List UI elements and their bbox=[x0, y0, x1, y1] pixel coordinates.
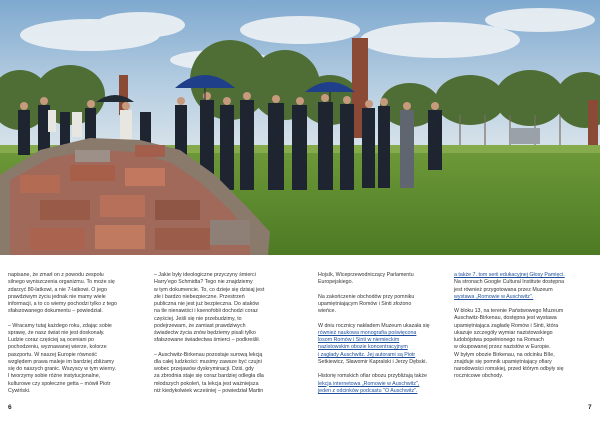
text-line: Europejskiego. bbox=[318, 279, 354, 286]
text-line: młodszych pokoleń, ta lekcja jest ważniejsza bbox=[154, 380, 259, 387]
text-line: świadectw życia znów będziemy pisali tylko bbox=[154, 330, 256, 336]
page-number-left: 6 bbox=[8, 404, 12, 411]
text-line: na tle nienawiści i ksenofobii dochodzi coraz bbox=[154, 308, 258, 315]
text-line: jest również przygotowana przez Muzeum bbox=[454, 286, 553, 293]
text-line: częściej. Jeśli się nie przebudzimy, to bbox=[154, 315, 242, 322]
text-line: informacji, a to co wiemy pochodzi tylko z tego bbox=[8, 301, 117, 307]
text-line: w okupowanej przez nazistów w Europie. bbox=[454, 344, 551, 351]
text-line: podejrzewam, że zamiast prawdziwych bbox=[154, 322, 246, 329]
text-line: sfałszowanego dokumentu – powiedział. bbox=[8, 308, 103, 315]
exhibition-link-line[interactable]: wystawa „Romowie w Auschwitz". bbox=[454, 293, 534, 300]
text-line: kulturowe czy społeczne getta – mówił Piotr bbox=[8, 380, 111, 387]
paragraph bbox=[318, 323, 453, 367]
text-line: paszportu. W naszej Europie równość bbox=[8, 351, 97, 358]
glosy-pamieci-link-line[interactable]: a także 7. tom serii edukacyjnej Głosy Pamięci. bbox=[454, 272, 565, 278]
monograph-link-line[interactable]: i zagłady Auschwitz. Jej autorami są Piotr bbox=[318, 351, 416, 358]
text-column-2 bbox=[154, 272, 289, 395]
paragraph bbox=[318, 373, 453, 395]
text-line: się do naszych granic. Wszyscy w tym wierny. bbox=[8, 366, 116, 373]
text-line: – Wracamy tutaj każdego roku, zdając sobie bbox=[8, 322, 112, 329]
text-line: w tym dokumencie. To, co dzieje się dzisiaj jest bbox=[154, 286, 265, 293]
text-line: wobec przejawów dyskryminacji. Dziś, gdy bbox=[154, 366, 254, 373]
text-line: W bloku 13, na terenie Państwowego Muzeum bbox=[454, 308, 564, 315]
text-line: za zbrodnia staje się coraz bardziej odległa dla bbox=[154, 373, 264, 380]
text-line: narodowości romskiej, przed którym odbyły się bbox=[454, 366, 564, 373]
text-line: Auschwitz-Birkenau, dostępna jest wystawa bbox=[454, 315, 557, 322]
paragraph bbox=[8, 272, 143, 316]
text-line: Harry'ego Schmidta? Tego nie znajdziemy bbox=[154, 279, 253, 286]
text-line: napisane, że zmarł on z powodu zespołu bbox=[8, 272, 104, 278]
text-line: upamiętniającym Romów i Sinti złożono bbox=[318, 300, 412, 307]
text-column-4 bbox=[454, 272, 589, 381]
text-line: Cywiński. bbox=[8, 387, 31, 394]
text-line: Hojsík, Wiceprzewodniczący Parlamentu bbox=[318, 272, 414, 278]
text-line: Na stronach Google Cultural Institute dostępna bbox=[454, 279, 565, 286]
text-line: W byłym obozie Birkenau, na odcinku BIIe, bbox=[454, 351, 555, 358]
paragraph bbox=[154, 352, 289, 396]
paragraph bbox=[8, 323, 143, 396]
text-line: znajduje się pomnik upamiętniający ofiary bbox=[454, 358, 552, 365]
text-line: Setkiewicz, Sławomir Kapralski i Jerzy Dębski. bbox=[318, 358, 427, 365]
text-line: W dniu rocznicy nakładem Muzeum ukazała się bbox=[318, 322, 430, 329]
monograph-link-line[interactable]: nazistowskim obozie koncentracyjnym bbox=[318, 344, 408, 351]
paragraph bbox=[318, 294, 453, 316]
text-line: rocznicowe obchody. bbox=[454, 373, 504, 380]
monograph-link-line[interactable]: losom Romów i Sinti w niemieckim bbox=[318, 337, 400, 344]
text-line: I tworzymy sobie różne instytucjonalne, bbox=[8, 373, 101, 380]
text-line: Ludzie coraz częściej są oceniani po bbox=[8, 337, 94, 344]
text-line: zdarzyć 80-latkowi, a nie 7-latkowi. O jego bbox=[8, 286, 107, 293]
paragraph bbox=[454, 272, 589, 301]
text-line: względem prawa maleje im bardziej zbliżamy bbox=[8, 358, 114, 365]
text-line: – Auschwitz-Birkenau pozostaje surową lekcją bbox=[154, 351, 263, 358]
monograph-link-line[interactable]: również naukowa monografia poświęcona bbox=[318, 329, 417, 336]
text-line: dla całej ludzkości: musimy zawsze być czujni bbox=[154, 358, 262, 365]
page-number-right: 7 bbox=[588, 404, 592, 411]
paragraph bbox=[454, 308, 589, 381]
online-lesson-link-line[interactable]: lekcja internetowa „Romowie w Auschwitz", bbox=[318, 380, 420, 387]
paragraph bbox=[318, 272, 453, 287]
text-line: Historię romskich ofiar obozu przybliżają także bbox=[318, 373, 427, 380]
text-line: Na zakończenie obchodów przy pomniku bbox=[318, 293, 415, 300]
text-line: ukazuje szczegóły wymiar nazistowskiego bbox=[454, 329, 553, 336]
text-line: pochodzeniu, wyznawanej wierze, kolorze bbox=[8, 344, 107, 351]
text-line: sfałszowane świadectwa śmierci – podkreślił. bbox=[154, 337, 260, 344]
paragraph bbox=[154, 272, 289, 345]
text-line: – Jakie były ideologiczne przyczyny śmierci bbox=[154, 272, 256, 278]
text-line: silnego wyniszczenia organizmu. To może się bbox=[8, 279, 115, 286]
text-line: niż kiedykolwiek wcześniej – powiedział Martin bbox=[154, 387, 264, 394]
text-column-3 bbox=[318, 272, 453, 395]
text-column-1 bbox=[8, 272, 143, 395]
text-line: wieńce. bbox=[318, 308, 336, 315]
text-line: sprawę, że nasz świat nie jest doskonały. bbox=[8, 329, 105, 336]
text-line: upamiętniająca zagładę Romów i Sinti, która bbox=[454, 322, 559, 329]
text-line: publiczna nie jest już bezpieczna. Do ataków bbox=[154, 301, 260, 307]
text-line: prawdziwym życiu jednak nie mamy wiele bbox=[8, 293, 106, 300]
text-line: ludobójstwa popełnionego na Romach bbox=[454, 337, 544, 344]
podcast-link-line[interactable]: jeden z odcinków podcastu "O Auschwitz". bbox=[318, 387, 418, 394]
text-line: złe i bardzo niebezpieczne. Przestrzeń bbox=[154, 293, 245, 300]
